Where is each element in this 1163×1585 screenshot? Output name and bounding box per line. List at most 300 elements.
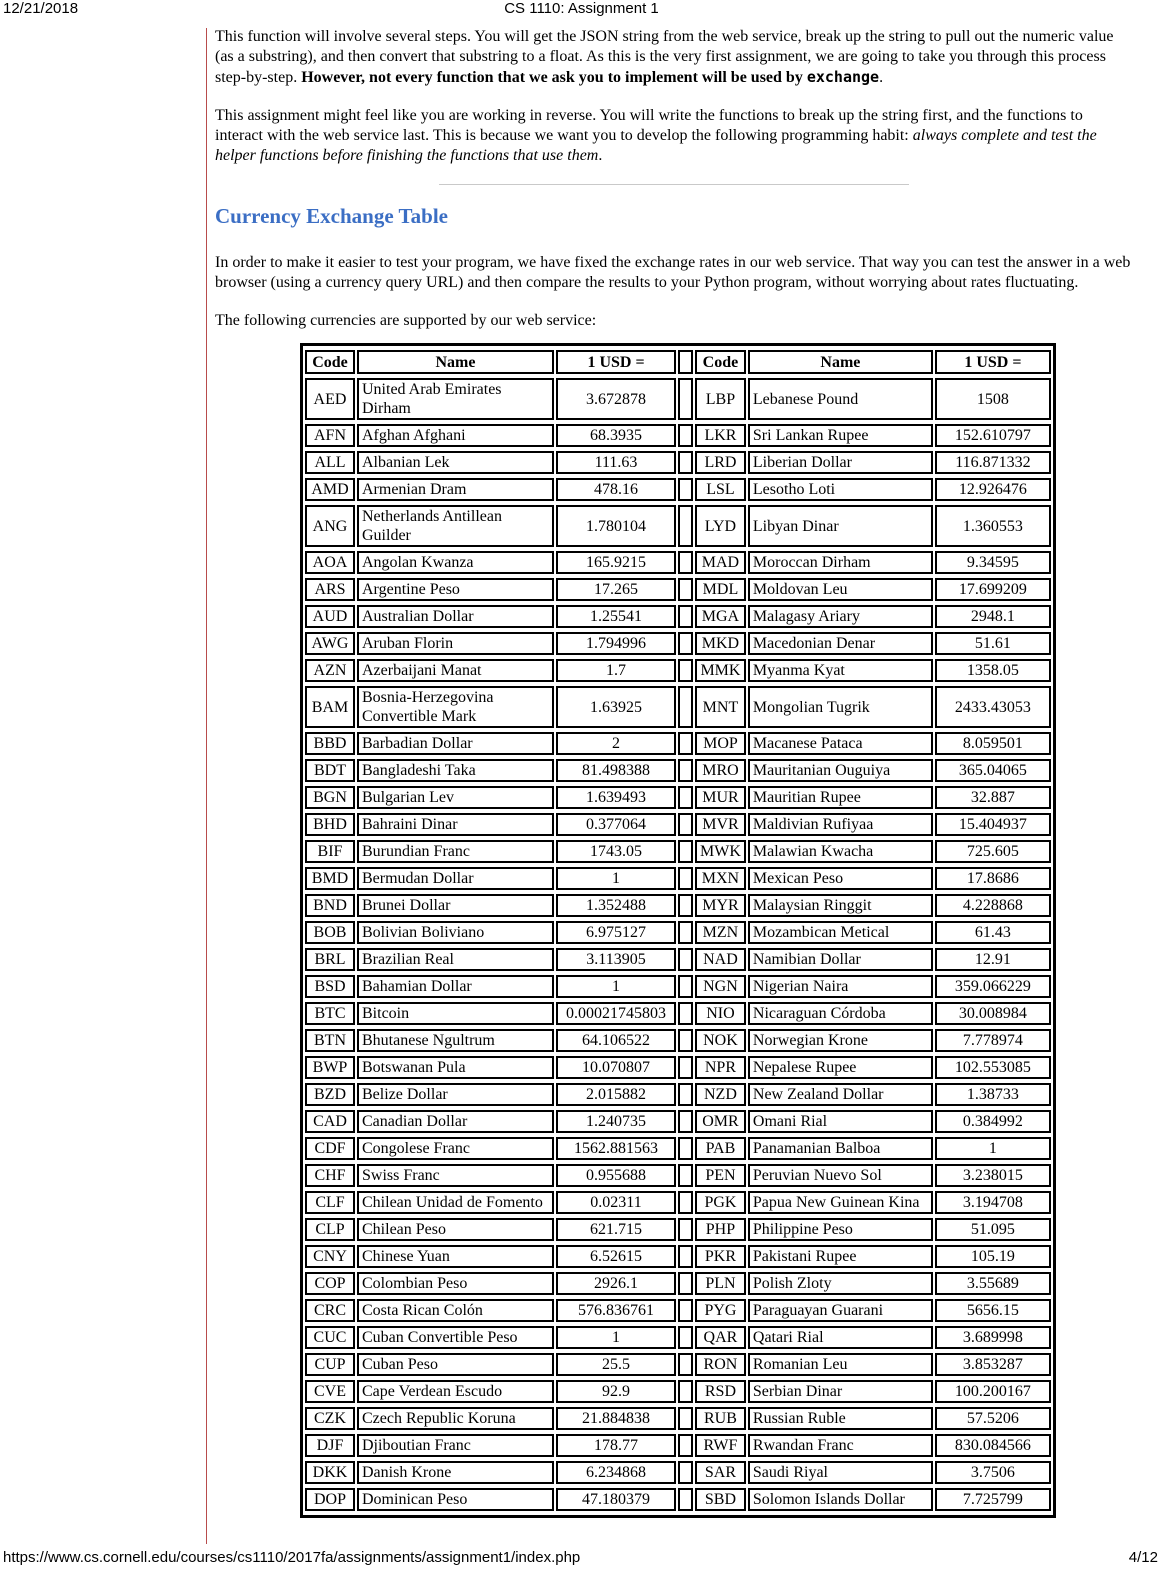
usd-rate: 111.63 <box>556 451 676 474</box>
currency-name: Pakistani Rupee <box>748 1245 933 1268</box>
currency-code: MWK <box>695 840 746 863</box>
header-rate-left: 1 USD = <box>556 350 676 374</box>
usd-rate: 6.975127 <box>556 921 676 944</box>
currency-code: NIO <box>695 1002 746 1025</box>
row-spacer <box>678 1029 693 1052</box>
row-spacer <box>678 659 693 682</box>
currency-name: Malawian Kwacha <box>748 840 933 863</box>
intro-paragraph-2: This assignment might feel like you are working in reverse. You will write the functions to break up the string first, and the functions to interact with the web service last. This is because we want you to develop the following programming habit: always complete and test the helper functions before finishing the functions that use them. <box>215 107 1097 164</box>
inline-code-exchange: exchange <box>806 68 880 86</box>
currency-name: Cuban Peso <box>357 1353 554 1376</box>
usd-rate: 1.639493 <box>556 786 676 809</box>
row-spacer <box>678 505 693 547</box>
table-row <box>305 1029 1051 1052</box>
row-spacer <box>678 1488 693 1511</box>
table-row <box>305 1380 1051 1403</box>
table-header-row <box>305 350 1051 374</box>
currency-table-wrapper <box>300 343 1133 1518</box>
currency-code: PKR <box>695 1245 746 1268</box>
currency-code: AOA <box>305 551 355 574</box>
usd-rate: 57.5206 <box>935 1407 1051 1430</box>
row-spacer <box>678 732 693 755</box>
currency-code: CNY <box>305 1245 355 1268</box>
currency-code: BMD <box>305 867 355 890</box>
usd-rate: 51.61 <box>935 632 1051 655</box>
table-row <box>305 1461 1051 1484</box>
currency-name: Polish Zloty <box>748 1272 933 1295</box>
currency-name: Colombian Peso <box>357 1272 554 1295</box>
currency-code: BGN <box>305 786 355 809</box>
currency-code: BRL <box>305 948 355 971</box>
currency-code: MZN <box>695 921 746 944</box>
table-row <box>305 1164 1051 1187</box>
currency-name: Serbian Dinar <box>748 1380 933 1403</box>
row-spacer <box>678 632 693 655</box>
row-spacer <box>678 1326 693 1349</box>
usd-rate: 7.778974 <box>935 1029 1051 1052</box>
row-spacer <box>678 686 693 728</box>
print-title: CS 1110: Assignment 1 <box>504 0 659 17</box>
currency-name: Brazilian Real <box>357 948 554 971</box>
table-row <box>305 659 1051 682</box>
currency-name: Danish Krone <box>357 1461 554 1484</box>
currency-name: Azerbaijani Manat <box>357 659 554 682</box>
currency-name: Mauritian Rupee <box>748 786 933 809</box>
currency-code: LKR <box>695 424 746 447</box>
table-row <box>305 1326 1051 1349</box>
currency-code: MAD <box>695 551 746 574</box>
usd-rate: 81.498388 <box>556 759 676 782</box>
table-row <box>305 1272 1051 1295</box>
currency-name: Bosnia-Herzegovina Convertible Mark <box>357 686 554 728</box>
currency-name: Bangladeshi Taka <box>357 759 554 782</box>
usd-rate: 12.91 <box>935 948 1051 971</box>
row-spacer <box>678 1164 693 1187</box>
table-row <box>305 1299 1051 1322</box>
currency-name: Romanian Leu <box>748 1353 933 1376</box>
row-spacer <box>678 1218 693 1241</box>
currency-name: Chilean Unidad de Fomento <box>357 1191 554 1214</box>
currency-code: LRD <box>695 451 746 474</box>
currency-name: Macanese Pataca <box>748 732 933 755</box>
usd-rate: 2433.43053 <box>935 686 1051 728</box>
currency-code: BWP <box>305 1056 355 1079</box>
usd-rate: 21.884838 <box>556 1407 676 1430</box>
usd-rate: 105.19 <box>935 1245 1051 1268</box>
usd-rate: 51.095 <box>935 1218 1051 1241</box>
row-spacer <box>678 451 693 474</box>
currency-name: Australian Dollar <box>357 605 554 628</box>
usd-rate: 3.672878 <box>556 378 676 420</box>
currency-code: BIF <box>305 840 355 863</box>
currency-code: BDT <box>305 759 355 782</box>
row-spacer <box>678 1110 693 1133</box>
currency-name: Aruban Florin <box>357 632 554 655</box>
usd-rate: 0.00021745803 <box>556 1002 676 1025</box>
table-row <box>305 478 1051 501</box>
table-row <box>305 786 1051 809</box>
row-spacer <box>678 948 693 971</box>
row-spacer <box>678 1461 693 1484</box>
usd-rate: 17.699209 <box>935 578 1051 601</box>
header-name-right: Name <box>748 350 933 374</box>
currency-code: MYR <box>695 894 746 917</box>
currency-code: CUP <box>305 1353 355 1376</box>
table-row <box>305 1353 1051 1376</box>
currency-name: Congolese Franc <box>357 1137 554 1160</box>
currency-code: LBP <box>695 378 746 420</box>
currency-name: Chinese Yuan <box>357 1245 554 1268</box>
currency-name: Armenian Dram <box>357 478 554 501</box>
currency-name: Bahraini Dinar <box>357 813 554 836</box>
row-spacer <box>678 1245 693 1268</box>
usd-rate: 3.55689 <box>935 1272 1051 1295</box>
usd-rate: 9.34595 <box>935 551 1051 574</box>
row-spacer <box>678 813 693 836</box>
currency-code: DOP <box>305 1488 355 1511</box>
table-row <box>305 1488 1051 1511</box>
currency-code: NOK <box>695 1029 746 1052</box>
currency-name: Lebanese Pound <box>748 378 933 420</box>
usd-rate: 3.7506 <box>935 1461 1051 1484</box>
row-spacer <box>678 867 693 890</box>
currency-name: Bermudan Dollar <box>357 867 554 890</box>
currency-table <box>300 343 1056 1518</box>
usd-rate: 2 <box>556 732 676 755</box>
row-spacer <box>678 1137 693 1160</box>
row-spacer <box>678 1407 693 1430</box>
usd-rate: 3.238015 <box>935 1164 1051 1187</box>
section-divider <box>439 184 909 185</box>
currency-name: Libyan Dinar <box>748 505 933 547</box>
currency-name: Belize Dollar <box>357 1083 554 1106</box>
currency-name: Papua New Guinean Kina <box>748 1191 933 1214</box>
row-spacer <box>678 578 693 601</box>
currency-code: CLP <box>305 1218 355 1241</box>
usd-rate: 15.404937 <box>935 813 1051 836</box>
currency-name: Costa Rican Colón <box>357 1299 554 1322</box>
usd-rate: 1358.05 <box>935 659 1051 682</box>
usd-rate: 3.113905 <box>556 948 676 971</box>
usd-rate: 0.384992 <box>935 1110 1051 1133</box>
table-row <box>305 424 1051 447</box>
row-spacer <box>678 1002 693 1025</box>
currency-code: BHD <box>305 813 355 836</box>
currency-code: LYD <box>695 505 746 547</box>
usd-rate: 1.360553 <box>935 505 1051 547</box>
currency-name: Bolivian Boliviano <box>357 921 554 944</box>
table-row <box>305 867 1051 890</box>
currency-code: MNT <box>695 686 746 728</box>
usd-rate: 25.5 <box>556 1353 676 1376</box>
currency-code: MXN <box>695 867 746 890</box>
print-header <box>0 0 1163 20</box>
table-row <box>305 1407 1051 1430</box>
currency-table-body <box>305 378 1051 1511</box>
currency-name: Qatari Rial <box>748 1326 933 1349</box>
table-row <box>305 551 1051 574</box>
usd-rate: 7.725799 <box>935 1488 1051 1511</box>
currency-name: Nepalese Rupee <box>748 1056 933 1079</box>
currency-name: Malagasy Ariary <box>748 605 933 628</box>
currency-code: PLN <box>695 1272 746 1295</box>
row-spacer <box>678 605 693 628</box>
currency-name: Angolan Kwanza <box>357 551 554 574</box>
usd-rate: 576.836761 <box>556 1299 676 1322</box>
usd-rate: 1.794996 <box>556 632 676 655</box>
usd-rate: 2926.1 <box>556 1272 676 1295</box>
currency-name: Norwegian Krone <box>748 1029 933 1052</box>
usd-rate: 1.780104 <box>556 505 676 547</box>
currency-code: BAM <box>305 686 355 728</box>
currency-code: CDF <box>305 1137 355 1160</box>
usd-rate: 1.240735 <box>556 1110 676 1133</box>
usd-rate: 47.180379 <box>556 1488 676 1511</box>
usd-rate: 1 <box>556 975 676 998</box>
usd-rate: 2948.1 <box>935 605 1051 628</box>
usd-rate: 621.715 <box>556 1218 676 1241</box>
currency-name: Saudi Riyal <box>748 1461 933 1484</box>
usd-rate: 0.02311 <box>556 1191 676 1214</box>
usd-rate: 478.16 <box>556 478 676 501</box>
row-spacer <box>678 759 693 782</box>
usd-rate: 92.9 <box>556 1380 676 1403</box>
row-spacer <box>678 424 693 447</box>
currency-code: NPR <box>695 1056 746 1079</box>
currency-name: Brunei Dollar <box>357 894 554 917</box>
page-margin-line <box>206 28 207 1544</box>
currency-code: RSD <box>695 1380 746 1403</box>
currency-name: Maldivian Rufiyaa <box>748 813 933 836</box>
currency-name: Panamanian Balboa <box>748 1137 933 1160</box>
usd-rate: 1.7 <box>556 659 676 682</box>
usd-rate: 30.008984 <box>935 1002 1051 1025</box>
currency-name: Myanma Kyat <box>748 659 933 682</box>
usd-rate: 0.377064 <box>556 813 676 836</box>
table-row <box>305 505 1051 547</box>
currency-name: Sri Lankan Rupee <box>748 424 933 447</box>
table-row <box>305 605 1051 628</box>
currency-code: BSD <box>305 975 355 998</box>
currency-code: CZK <box>305 1407 355 1430</box>
usd-rate: 61.43 <box>935 921 1051 944</box>
currency-name: Swiss Franc <box>357 1164 554 1187</box>
table-row <box>305 451 1051 474</box>
currency-code: NZD <box>695 1083 746 1106</box>
currency-name: Cape Verdean Escudo <box>357 1380 554 1403</box>
currency-code: MVR <box>695 813 746 836</box>
currency-code: ALL <box>305 451 355 474</box>
currency-code: CRC <box>305 1299 355 1322</box>
print-url: https://www.cs.cornell.edu/courses/cs1110/2017fa/assignments/assignment1/index.php <box>3 1549 581 1566</box>
usd-rate: 68.3935 <box>556 424 676 447</box>
currency-name: Solomon Islands Dollar <box>748 1488 933 1511</box>
currency-name: Chilean Peso <box>357 1218 554 1241</box>
currency-code: MOP <box>695 732 746 755</box>
currency-name: Liberian Dollar <box>748 451 933 474</box>
page-content <box>215 27 1133 1518</box>
usd-rate: 3.194708 <box>935 1191 1051 1214</box>
table-row <box>305 1056 1051 1079</box>
currency-name: Burundian Franc <box>357 840 554 863</box>
row-spacer <box>678 786 693 809</box>
currency-name: Bhutanese Ngultrum <box>357 1029 554 1052</box>
currency-code: BBD <box>305 732 355 755</box>
currency-code: AUD <box>305 605 355 628</box>
print-footer <box>0 1549 1163 1571</box>
currency-code: RWF <box>695 1434 746 1457</box>
currency-name: Bulgarian Lev <box>357 786 554 809</box>
currency-name: Cuban Convertible Peso <box>357 1326 554 1349</box>
currency-name: Nicaraguan Córdoba <box>748 1002 933 1025</box>
currency-code: AMD <box>305 478 355 501</box>
header-name-left: Name <box>357 350 554 374</box>
usd-rate: 1.25541 <box>556 605 676 628</box>
currency-name: Albanian Lek <box>357 451 554 474</box>
currency-code: CHF <box>305 1164 355 1187</box>
usd-rate: 359.066229 <box>935 975 1051 998</box>
usd-rate: 365.04065 <box>935 759 1051 782</box>
currency-code: PGK <box>695 1191 746 1214</box>
currency-code: BTN <box>305 1029 355 1052</box>
table-row <box>305 686 1051 728</box>
usd-rate: 64.106522 <box>556 1029 676 1052</box>
table-row <box>305 1002 1051 1025</box>
currency-name: Canadian Dollar <box>357 1110 554 1133</box>
currency-name: Omani Rial <box>748 1110 933 1133</box>
usd-rate: 165.9215 <box>556 551 676 574</box>
usd-rate: 4.228868 <box>935 894 1051 917</box>
table-row <box>305 578 1051 601</box>
currency-code: NAD <box>695 948 746 971</box>
usd-rate: 1562.881563 <box>556 1137 676 1160</box>
currency-code: MGA <box>695 605 746 628</box>
currency-name: Moroccan Dirham <box>748 551 933 574</box>
table-row <box>305 1191 1051 1214</box>
currency-code: COP <box>305 1272 355 1295</box>
header-code-left: Code <box>305 350 355 374</box>
intro-paragraph-1: This function will involve several steps. You will get the JSON string from the web service, break up the string to pull out the numeric value (as a substring), and then convert that substring to a float. As this is the very first assignment, we are going to take you through this process step-by-step. However, not every function that we ask you to implement will be used by exchange. <box>215 28 1114 86</box>
currency-name: Moldovan Leu <box>748 578 933 601</box>
table-row <box>305 1110 1051 1133</box>
usd-rate: 1508 <box>935 378 1051 420</box>
currency-name: Czech Republic Koruna <box>357 1407 554 1430</box>
row-spacer <box>678 840 693 863</box>
currency-code: BOB <box>305 921 355 944</box>
currency-code: DJF <box>305 1434 355 1457</box>
usd-rate: 6.52615 <box>556 1245 676 1268</box>
currency-code: SBD <box>695 1488 746 1511</box>
usd-rate: 17.265 <box>556 578 676 601</box>
currency-code: BND <box>305 894 355 917</box>
usd-rate: 725.605 <box>935 840 1051 863</box>
row-spacer <box>678 478 693 501</box>
currency-code: MRO <box>695 759 746 782</box>
currency-name: Russian Ruble <box>748 1407 933 1430</box>
usd-rate: 5656.15 <box>935 1299 1051 1322</box>
table-row <box>305 975 1051 998</box>
currency-name: Bitcoin <box>357 1002 554 1025</box>
table-row <box>305 813 1051 836</box>
currency-name: Argentine Peso <box>357 578 554 601</box>
table-row <box>305 732 1051 755</box>
usd-rate: 100.200167 <box>935 1380 1051 1403</box>
currency-code: PEN <box>695 1164 746 1187</box>
table-row <box>305 894 1051 917</box>
row-spacer <box>678 975 693 998</box>
currency-code: CAD <box>305 1110 355 1133</box>
currency-code: PAB <box>695 1137 746 1160</box>
table-row <box>305 1083 1051 1106</box>
currency-code: MUR <box>695 786 746 809</box>
currency-name: Peruvian Nuevo Sol <box>748 1164 933 1187</box>
currency-name: Mexican Peso <box>748 867 933 890</box>
currency-name: Djiboutian Franc <box>357 1434 554 1457</box>
currency-name: Philippine Peso <box>748 1218 933 1241</box>
currency-code: LSL <box>695 478 746 501</box>
currency-code: RUB <box>695 1407 746 1430</box>
currency-name: Malaysian Ringgit <box>748 894 933 917</box>
intro-italic-habit: always complete and test the helper functions before finishing the functions that use them <box>215 127 1097 164</box>
table-row <box>305 840 1051 863</box>
row-spacer <box>678 1056 693 1079</box>
currency-name: Namibian Dollar <box>748 948 933 971</box>
currency-name: Mozambican Metical <box>748 921 933 944</box>
usd-rate: 1.352488 <box>556 894 676 917</box>
currency-code: SAR <box>695 1461 746 1484</box>
currency-code: NGN <box>695 975 746 998</box>
currency-code: MMK <box>695 659 746 682</box>
currency-name: Bahamian Dollar <box>357 975 554 998</box>
section-paragraph-2: The following currencies are supported by our web service: <box>215 312 597 329</box>
currency-code: MKD <box>695 632 746 655</box>
usd-rate: 17.8686 <box>935 867 1051 890</box>
row-spacer <box>678 894 693 917</box>
section-heading: Currency Exchange Table <box>215 204 448 228</box>
intro-bold-note: However, not every function that we ask you to implement will be used by exchange <box>301 68 880 86</box>
currency-code: PYG <box>695 1299 746 1322</box>
row-spacer <box>678 378 693 420</box>
row-spacer <box>678 1272 693 1295</box>
usd-rate: 3.689998 <box>935 1326 1051 1349</box>
currency-code: RON <box>695 1353 746 1376</box>
table-row <box>305 632 1051 655</box>
row-spacer <box>678 1434 693 1457</box>
usd-rate: 32.887 <box>935 786 1051 809</box>
currency-code: CUC <box>305 1326 355 1349</box>
currency-code: AZN <box>305 659 355 682</box>
row-spacer <box>678 921 693 944</box>
currency-code: AWG <box>305 632 355 655</box>
currency-code: MDL <box>695 578 746 601</box>
table-row <box>305 921 1051 944</box>
usd-rate: 1.63925 <box>556 686 676 728</box>
currency-name: Mauritanian Ouguiya <box>748 759 933 782</box>
currency-name: Paraguayan Guarani <box>748 1299 933 1322</box>
currency-name: Botswanan Pula <box>357 1056 554 1079</box>
table-row <box>305 759 1051 782</box>
usd-rate: 1.38733 <box>935 1083 1051 1106</box>
currency-name: Nigerian Naira <box>748 975 933 998</box>
currency-code: QAR <box>695 1326 746 1349</box>
currency-code: BTC <box>305 1002 355 1025</box>
table-row <box>305 1137 1051 1160</box>
usd-rate: 2.015882 <box>556 1083 676 1106</box>
table-row <box>305 1218 1051 1241</box>
currency-code: BZD <box>305 1083 355 1106</box>
row-spacer <box>678 1083 693 1106</box>
header-spacer <box>678 350 693 374</box>
